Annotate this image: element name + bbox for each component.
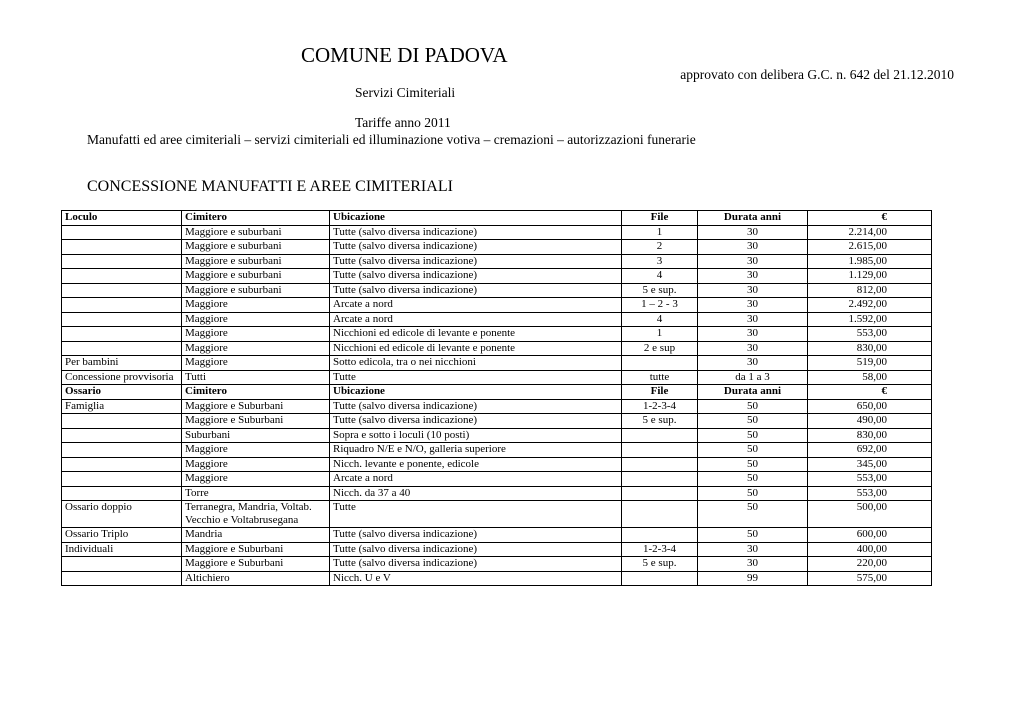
cell-type bbox=[62, 298, 182, 313]
cell-duration: 50 bbox=[698, 472, 808, 487]
table-row bbox=[62, 443, 932, 458]
table-row bbox=[62, 327, 932, 342]
cell-duration: 50 bbox=[698, 528, 808, 543]
table-row bbox=[62, 298, 932, 313]
cell-cemetery: Maggiore e Suburbani bbox=[182, 414, 330, 429]
header-cell-rows: File bbox=[622, 211, 698, 226]
cell-location: Nicch. levante e ponente, edicole bbox=[330, 457, 622, 472]
table-row bbox=[62, 240, 932, 255]
cell-type bbox=[62, 312, 182, 327]
cell-type bbox=[62, 428, 182, 443]
table-row bbox=[62, 428, 932, 443]
cell-price: 519,00 bbox=[808, 356, 932, 371]
cell-location: Tutte bbox=[330, 501, 622, 528]
cell-type bbox=[62, 327, 182, 342]
cell-duration: 50 bbox=[698, 501, 808, 528]
cell-location: Tutte (salvo diversa indicazione) bbox=[330, 528, 622, 543]
cell-price: 1.985,00 bbox=[808, 254, 932, 269]
cell-type bbox=[62, 486, 182, 501]
cell-rows bbox=[622, 428, 698, 443]
cell-rows bbox=[622, 472, 698, 487]
cell-location: Sotto edicola, tra o nei nicchioni bbox=[330, 356, 622, 371]
cell-rows bbox=[622, 486, 698, 501]
cell-price: 2.492,00 bbox=[808, 298, 932, 313]
document-title: COMUNE DI PADOVA bbox=[301, 43, 508, 67]
cell-rows: 3 bbox=[622, 254, 698, 269]
cell-rows bbox=[622, 443, 698, 458]
cell-price: 345,00 bbox=[808, 457, 932, 472]
cell-price: 575,00 bbox=[808, 571, 932, 586]
cell-cemetery: Maggiore e Suburbani bbox=[182, 542, 330, 557]
cell-rows: 4 bbox=[622, 269, 698, 284]
header-cell-location: Ubicazione bbox=[330, 211, 622, 226]
cell-type: Ossario Triplo bbox=[62, 528, 182, 543]
cell-rows bbox=[622, 501, 698, 528]
table-row bbox=[62, 283, 932, 298]
cell-cemetery: Maggiore e suburbani bbox=[182, 269, 330, 284]
cell-location: Tutte (salvo diversa indicazione) bbox=[330, 542, 622, 557]
cell-duration: 30 bbox=[698, 283, 808, 298]
table-row bbox=[62, 557, 932, 572]
table-row bbox=[62, 312, 932, 327]
table-row bbox=[62, 542, 932, 557]
table-row bbox=[62, 528, 932, 543]
cell-rows bbox=[622, 571, 698, 586]
cell-cemetery: Maggiore bbox=[182, 298, 330, 313]
cell-duration: 30 bbox=[698, 298, 808, 313]
cell-location: Tutte (salvo diversa indicazione) bbox=[330, 557, 622, 572]
cell-price: 600,00 bbox=[808, 528, 932, 543]
cell-duration: 30 bbox=[698, 341, 808, 356]
cell-cemetery: Maggiore e suburbani bbox=[182, 240, 330, 255]
cell-price: 692,00 bbox=[808, 443, 932, 458]
cell-type bbox=[62, 443, 182, 458]
cell-rows: 2 bbox=[622, 240, 698, 255]
table-header-row bbox=[62, 385, 932, 400]
cell-cemetery: Maggiore bbox=[182, 472, 330, 487]
cell-cemetery: Maggiore e suburbani bbox=[182, 225, 330, 240]
cell-location: Arcate a nord bbox=[330, 298, 622, 313]
cell-location: Tutte (salvo diversa indicazione) bbox=[330, 414, 622, 429]
cell-price: 553,00 bbox=[808, 472, 932, 487]
cell-rows bbox=[622, 528, 698, 543]
cell-type: Individuali bbox=[62, 542, 182, 557]
table-row bbox=[62, 501, 932, 528]
table-row bbox=[62, 254, 932, 269]
cell-price: 650,00 bbox=[808, 399, 932, 414]
cell-cemetery: Altichiero bbox=[182, 571, 330, 586]
cell-location: Tutte (salvo diversa indicazione) bbox=[330, 254, 622, 269]
cell-cemetery: Maggiore bbox=[182, 457, 330, 472]
cell-price: 490,00 bbox=[808, 414, 932, 429]
cell-rows: 5 e sup. bbox=[622, 557, 698, 572]
cell-location: Nicch. da 37 a 40 bbox=[330, 486, 622, 501]
header-cell-location: Ubicazione bbox=[330, 385, 622, 400]
cell-type: Ossario doppio bbox=[62, 501, 182, 528]
table-row bbox=[62, 571, 932, 586]
cell-location: Tutte (salvo diversa indicazione) bbox=[330, 283, 622, 298]
table-row bbox=[62, 457, 932, 472]
cell-rows: 1 bbox=[622, 327, 698, 342]
cell-duration: 30 bbox=[698, 327, 808, 342]
header-cell-rows: File bbox=[622, 385, 698, 400]
cell-price: 500,00 bbox=[808, 501, 932, 528]
cell-cemetery: Maggiore bbox=[182, 312, 330, 327]
cell-cemetery: Maggiore e suburbani bbox=[182, 254, 330, 269]
cell-location: Sopra e sotto i loculi (10 posti) bbox=[330, 428, 622, 443]
cell-location: Arcate a nord bbox=[330, 312, 622, 327]
cell-cemetery: Maggiore bbox=[182, 356, 330, 371]
cell-rows: 1 bbox=[622, 225, 698, 240]
cell-price: 553,00 bbox=[808, 486, 932, 501]
cell-type bbox=[62, 414, 182, 429]
cell-price: 812,00 bbox=[808, 283, 932, 298]
cell-type bbox=[62, 557, 182, 572]
tariffs-year: Tariffe anno 2011 bbox=[355, 115, 451, 130]
cell-duration: 99 bbox=[698, 571, 808, 586]
cell-duration: 30 bbox=[698, 254, 808, 269]
cell-cemetery: Maggiore bbox=[182, 443, 330, 458]
table-row bbox=[62, 225, 932, 240]
cell-duration: 50 bbox=[698, 486, 808, 501]
cell-cemetery: Tutti bbox=[182, 370, 330, 385]
cell-price: 58,00 bbox=[808, 370, 932, 385]
cell-rows: 1-2-3-4 bbox=[622, 399, 698, 414]
cell-location: Nicch. U e V bbox=[330, 571, 622, 586]
cell-cemetery: Maggiore e suburbani bbox=[182, 283, 330, 298]
cell-location: Tutte (salvo diversa indicazione) bbox=[330, 225, 622, 240]
table-row bbox=[62, 399, 932, 414]
cell-cemetery: Maggiore bbox=[182, 327, 330, 342]
cell-duration: 50 bbox=[698, 443, 808, 458]
cell-location: Tutte (salvo diversa indicazione) bbox=[330, 269, 622, 284]
cell-duration: 30 bbox=[698, 240, 808, 255]
header-cell-cemetery: Cimitero bbox=[182, 385, 330, 400]
cell-price: 400,00 bbox=[808, 542, 932, 557]
cell-duration: 50 bbox=[698, 414, 808, 429]
table-row bbox=[62, 370, 932, 385]
cell-rows: tutte bbox=[622, 370, 698, 385]
cell-duration: 30 bbox=[698, 356, 808, 371]
cell-duration: 50 bbox=[698, 428, 808, 443]
cell-type bbox=[62, 225, 182, 240]
cell-cemetery: Maggiore bbox=[182, 341, 330, 356]
cell-location: Nicchioni ed edicole di levante e ponente bbox=[330, 327, 622, 342]
cell-type: Per bambini bbox=[62, 356, 182, 371]
section-title: CONCESSIONE MANUFATTI E AREE CIMITERIALI bbox=[87, 178, 453, 195]
cell-duration: 30 bbox=[698, 542, 808, 557]
header-cell-price: € bbox=[808, 385, 932, 400]
cell-cemetery: Mandria bbox=[182, 528, 330, 543]
cell-price: 1.129,00 bbox=[808, 269, 932, 284]
document-subtitle: Manufatti ed aree cimiteriali – servizi cimiteriali ed illuminazione votiva – cremazioni – autorizzazioni funerarie bbox=[87, 132, 696, 147]
cell-duration: 30 bbox=[698, 269, 808, 284]
cell-rows: 1-2-3-4 bbox=[622, 542, 698, 557]
cell-rows bbox=[622, 457, 698, 472]
cell-cemetery: Suburbani bbox=[182, 428, 330, 443]
table-header-row bbox=[62, 211, 932, 226]
fee-table bbox=[61, 210, 932, 586]
table-row bbox=[62, 472, 932, 487]
cell-location: Tutte bbox=[330, 370, 622, 385]
cell-type bbox=[62, 472, 182, 487]
cell-duration: 30 bbox=[698, 312, 808, 327]
cell-rows: 1 – 2 - 3 bbox=[622, 298, 698, 313]
approval-note: approvato con delibera G.C. n. 642 del 21.12.2010 bbox=[680, 67, 954, 82]
cell-type bbox=[62, 269, 182, 284]
cell-location: Tutte (salvo diversa indicazione) bbox=[330, 240, 622, 255]
cell-rows: 2 e sup bbox=[622, 341, 698, 356]
cell-duration: da 1 a 3 bbox=[698, 370, 808, 385]
cell-duration: 50 bbox=[698, 457, 808, 472]
cell-type bbox=[62, 571, 182, 586]
cell-type bbox=[62, 254, 182, 269]
header-cell-duration: Durata anni bbox=[698, 211, 808, 226]
header-cell-type: Ossario bbox=[62, 385, 182, 400]
cell-price: 2.615,00 bbox=[808, 240, 932, 255]
header-cell-type: Loculo bbox=[62, 211, 182, 226]
cell-price: 553,00 bbox=[808, 327, 932, 342]
header-cell-duration: Durata anni bbox=[698, 385, 808, 400]
cell-rows bbox=[622, 356, 698, 371]
cell-price: 830,00 bbox=[808, 428, 932, 443]
cell-cemetery: Torre bbox=[182, 486, 330, 501]
cell-type bbox=[62, 341, 182, 356]
cell-type bbox=[62, 457, 182, 472]
header-cell-price: € bbox=[808, 211, 932, 226]
cell-price: 830,00 bbox=[808, 341, 932, 356]
cell-duration: 50 bbox=[698, 399, 808, 414]
cell-rows: 5 e sup. bbox=[622, 414, 698, 429]
cell-type: Famiglia bbox=[62, 399, 182, 414]
cell-type: Concessione provvisoria bbox=[62, 370, 182, 385]
cell-location: Nicchioni ed edicole di levante e ponente bbox=[330, 341, 622, 356]
table-row bbox=[62, 486, 932, 501]
cell-price: 220,00 bbox=[808, 557, 932, 572]
cell-cemetery: Maggiore e Suburbani bbox=[182, 399, 330, 414]
header-cell-cemetery: Cimitero bbox=[182, 211, 330, 226]
table-row bbox=[62, 414, 932, 429]
cell-price: 1.592,00 bbox=[808, 312, 932, 327]
cell-type bbox=[62, 240, 182, 255]
cell-duration: 30 bbox=[698, 557, 808, 572]
cell-type bbox=[62, 283, 182, 298]
cell-cemetery: Maggiore e Suburbani bbox=[182, 557, 330, 572]
cell-cemetery: Terranegra, Mandria, Voltab. Vecchio e Voltabrusegana bbox=[182, 501, 330, 528]
table-row bbox=[62, 356, 932, 371]
cell-duration: 30 bbox=[698, 225, 808, 240]
cell-location: Tutte (salvo diversa indicazione) bbox=[330, 399, 622, 414]
cell-rows: 5 e sup. bbox=[622, 283, 698, 298]
cell-location: Arcate a nord bbox=[330, 472, 622, 487]
cell-price: 2.214,00 bbox=[808, 225, 932, 240]
cell-rows: 4 bbox=[622, 312, 698, 327]
table-row bbox=[62, 269, 932, 284]
table-row bbox=[62, 341, 932, 356]
cell-location: Riquadro N/E e N/O, galleria superiore bbox=[330, 443, 622, 458]
services-heading: Servizi Cimiteriali bbox=[355, 85, 456, 100]
